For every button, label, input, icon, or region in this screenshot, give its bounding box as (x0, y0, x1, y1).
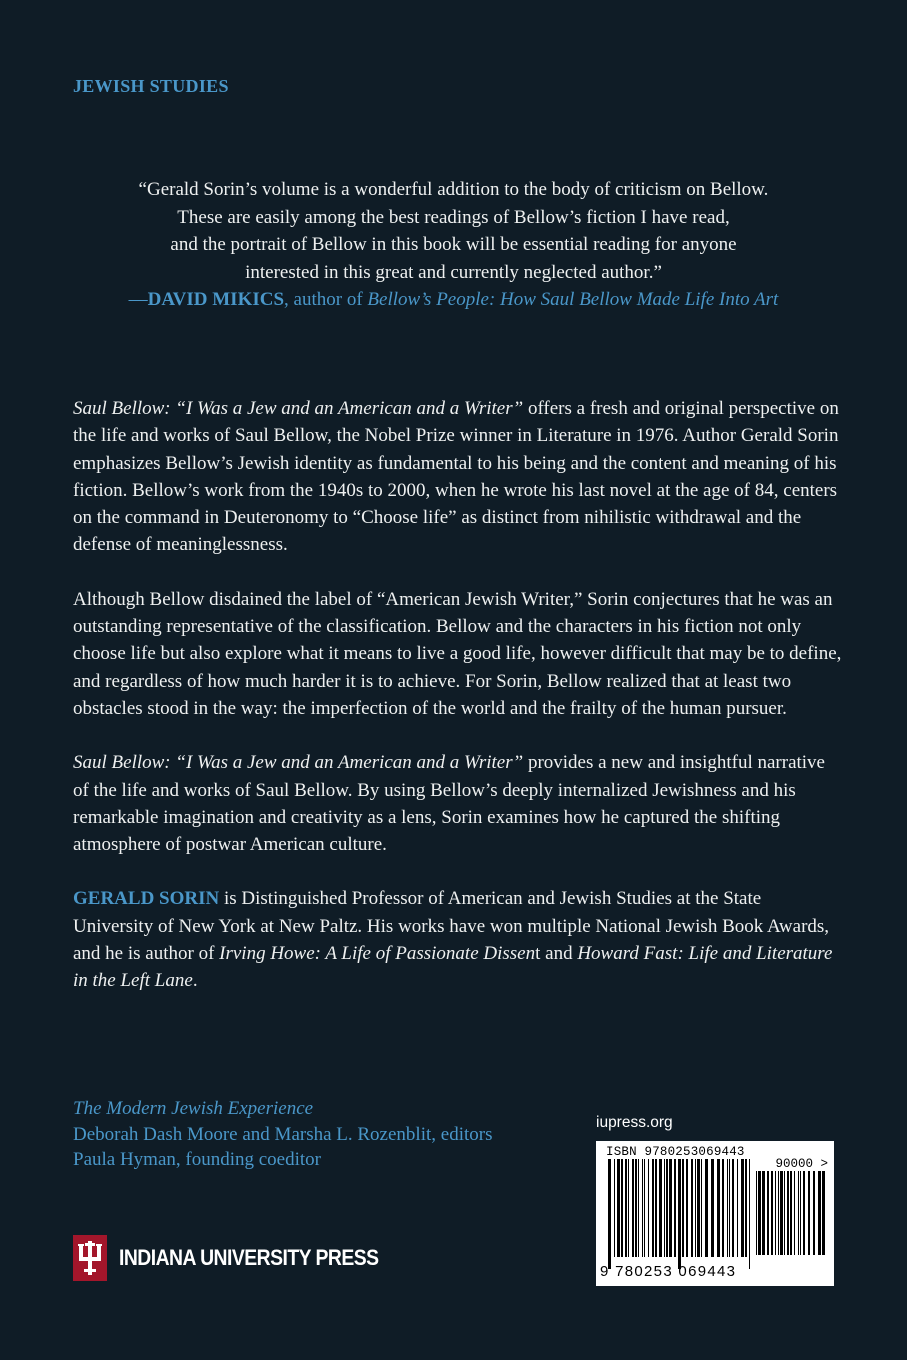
barcode-bar (659, 1159, 662, 1257)
barcode-bar (674, 1159, 676, 1257)
author-name: GERALD SORIN (73, 888, 220, 910)
barcode-bar (666, 1159, 668, 1257)
barcode-bar (695, 1159, 696, 1257)
barcode-bar (749, 1159, 750, 1269)
barcode-bar (780, 1171, 783, 1255)
barcode-bar (701, 1159, 702, 1257)
barcode-bar (664, 1159, 665, 1257)
barcode-bar (635, 1159, 637, 1257)
isbn-barcode (596, 1141, 834, 1286)
author-bio (73, 885, 843, 994)
blurb-line: “Gerald Sorin’s volume is a wonderful addition to the body of criticism on Bellow. (138, 179, 769, 200)
reviewer-role: , author of (284, 289, 368, 310)
barcode-bar (762, 1171, 765, 1255)
author-book-1: Irving Howe: A Life of Passionate Dissen (219, 943, 536, 965)
barcode-bar (803, 1171, 805, 1255)
barcode-bar (794, 1171, 795, 1255)
blurb-attribution (40, 286, 867, 314)
barcode-bar (787, 1171, 789, 1255)
barcode-bar (722, 1159, 724, 1257)
barcode-bar (790, 1171, 792, 1255)
barcode-bar (628, 1159, 629, 1257)
author-book-1-tail: t (535, 943, 541, 965)
review-blurb (40, 176, 867, 314)
publisher-logo (73, 1235, 414, 1281)
barcode-bar (669, 1159, 672, 1257)
barcode-bar (632, 1159, 634, 1257)
barcode-bar (711, 1159, 714, 1257)
bio-text: . (192, 970, 198, 992)
barcode-bar (741, 1159, 744, 1257)
reviewer-book: Bellow’s People: How Saul Bellow Made Life Into Art (367, 289, 779, 310)
barcode-bar (813, 1171, 815, 1255)
barcode-bar (767, 1171, 769, 1255)
barcode-bar (655, 1159, 657, 1257)
barcode-bar (737, 1159, 738, 1257)
barcode-bar (729, 1159, 730, 1257)
isbn-label: ISBN 9780253069443 (606, 1145, 745, 1159)
price-code: 90000 > (775, 1157, 828, 1171)
barcode-bar (617, 1159, 620, 1257)
description-paragraph-1 (73, 395, 843, 559)
bio-text: and (540, 943, 578, 965)
barcode-bar (614, 1159, 615, 1257)
barcode-bar (638, 1159, 639, 1257)
series-title: The Modern Jewish Experience (73, 1098, 314, 1119)
barcode-bar (775, 1171, 776, 1255)
attribution-dash: — (128, 289, 148, 310)
barcode-bar (697, 1159, 700, 1257)
barcode-bar (818, 1171, 821, 1255)
barcode-bar (784, 1171, 785, 1255)
paragraph-text: provides a new and insightful narrative of the life and works of Saul Bellow. By using Bellow’s deeply internalized Jewishness and his remarkable imagination and creativity as a lens, Sorin examines how he captured the shifting atmosphere of postwar American culture. (73, 752, 825, 856)
barcode-bar (652, 1159, 654, 1257)
barcode-bar (758, 1171, 761, 1255)
blurb-line: interested in this great and currently neglected author.” (245, 261, 662, 283)
barcode-bar (625, 1159, 627, 1257)
barcode-bar (771, 1171, 773, 1255)
description-paragraph-2 (73, 586, 843, 722)
paragraph-text: offers a fresh and original perspective on the life and works of Saul Bellow, the Nobel Prize winner in Literature in 1976. Author Gerald Sorin emphasizes Bellow’s Jewish identity as fundamental to his being and the content and meaning of his fiction. Bellow’s work from the 1940s to 2000, when he wrote his last novel at the age of 84, centers on the command in Deuteronomy to “Choose life” as distinct from nihilistic withdrawal and the defense of meaninglessness. (73, 398, 839, 556)
book-title: Saul Bellow: “I Was a Jew and an American and a Writer” (73, 752, 524, 774)
paragraph-text: Although Bellow disdained the label of “American Jewish Writer,” Sorin conjectures that he was an outstanding representative of the classification. Bellow and the characters in his fiction not only choose life but also explore what it means to live a good life, however difficult that may be to define, and regardless of how much harder it is to achieve. For Sorin, Bellow realized that at least two obstacles stood in the way: the imperfection of the world and the frailty of the human pursuer. (73, 588, 842, 719)
barcode-bar (648, 1159, 649, 1257)
price-bars (754, 1171, 826, 1281)
barcode-bar (686, 1159, 688, 1257)
iu-trident-icon (73, 1235, 107, 1281)
blurb-line: and the portrait of Bellow in this book will be essential reading for anyone (170, 234, 737, 255)
barcode-bar (691, 1159, 693, 1257)
book-description (73, 395, 843, 995)
barcode-bar (798, 1171, 799, 1255)
barcode-bar (621, 1159, 623, 1257)
category-label: JEWISH STUDIES (73, 76, 229, 96)
barcode-bar (682, 1159, 684, 1257)
barcode-bar (778, 1171, 779, 1255)
ean-bars (606, 1159, 752, 1269)
series-founding-editor: Paula Hyman, founding coeditor (73, 1149, 322, 1170)
barcode-bar (822, 1171, 825, 1255)
barcode-bar (745, 1159, 747, 1257)
publisher-name: INDIANA UNIVERSITY PRESS (119, 1245, 379, 1270)
barcode-bar (717, 1159, 720, 1257)
barcode-bar (732, 1159, 734, 1257)
blurb-line: These are easily among the best readings of Bellow’s fiction I have read, (177, 206, 730, 228)
barcode-bar (678, 1159, 681, 1269)
series-info (73, 1096, 492, 1173)
author-book-2: Howard Fast: Life and Literature in the Left Lane (73, 943, 833, 992)
book-title: Saul Bellow: “I Was a Jew and an American and a Writer” (73, 398, 524, 419)
barcode-bar (642, 1159, 643, 1257)
barcode-bar (705, 1159, 708, 1257)
barcode-bar (644, 1159, 645, 1257)
series-editors: Deborah Dash Moore and Marsha L. Rozenblit, editors (73, 1123, 493, 1145)
bio-text: is Distinguished Professor of American and Jewish Studies at the State University of New York at New Paltz. His works have won multiple National Jewish Book Awards, and he is author of (73, 888, 830, 965)
reviewer-name: DAVID MIKICS (147, 289, 285, 310)
barcode-bar (727, 1159, 728, 1257)
barcode-bar (756, 1171, 757, 1255)
barcode-bar (800, 1171, 801, 1255)
isbn-digits: 9 780253 069443 (600, 1263, 737, 1280)
description-paragraph-3 (73, 749, 843, 858)
barcode-bar (608, 1159, 611, 1269)
barcode-bar (808, 1171, 810, 1255)
publisher-website: iupress.org (596, 1114, 673, 1131)
